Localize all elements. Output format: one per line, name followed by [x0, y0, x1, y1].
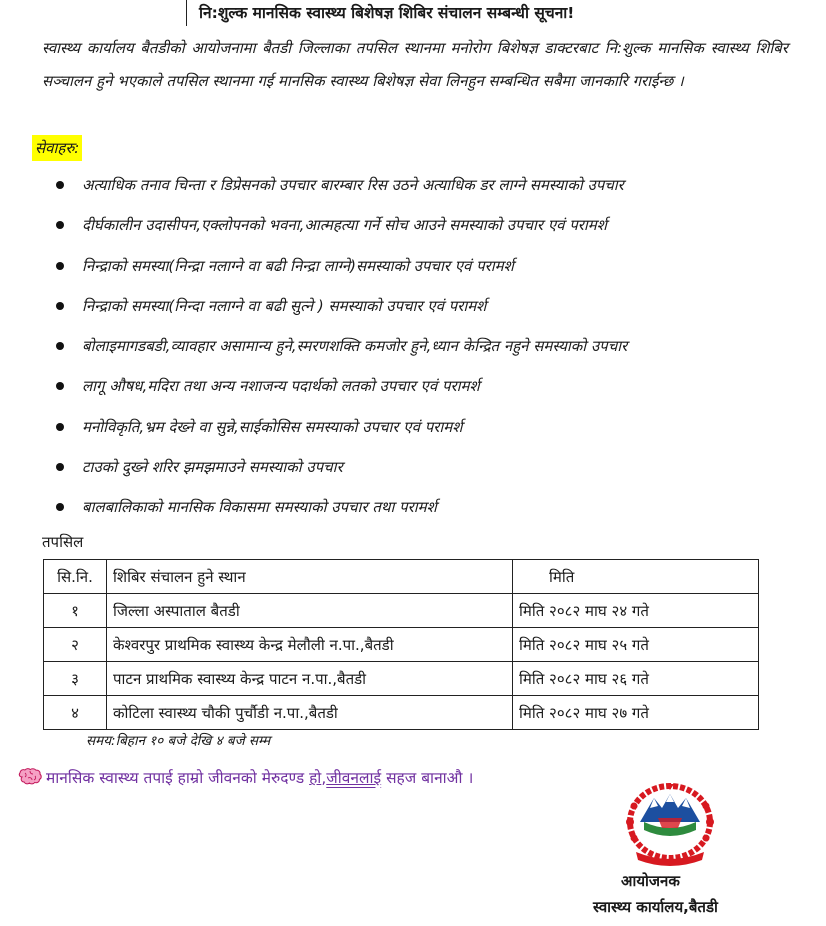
bullet-icon — [56, 302, 64, 310]
bullet-icon — [56, 463, 64, 471]
slogan-text-2: हो — [309, 769, 322, 787]
services-heading: सेवाहरु: — [32, 135, 82, 161]
organizer-label: आयोजनक — [621, 872, 680, 890]
slogan-text-1: मानसिक स्वास्थ्य तपाई हाम्रो जीवनको मेरुदण्ड — [46, 769, 310, 787]
notice-title: नि:शुल्क मानसिक स्वास्थ्य बिशेषज्ञ शिबिर संचालन सम्बन्धी सूचना! — [186, 0, 574, 26]
bullet-icon — [56, 181, 64, 189]
bullet-icon — [56, 342, 64, 350]
bullet-icon — [56, 503, 64, 511]
organizer-name: स्वास्थ्य कार्यालय,बैतडी — [593, 898, 718, 916]
bullet-icon — [56, 221, 64, 229]
service-item: टाउको दुख्ने शरिर झमझमाउने समस्याको उपचार — [50, 454, 810, 494]
table-row — [44, 628, 759, 662]
row-date: मिति २०८२ माघ २७ गते — [513, 696, 759, 730]
row-place: कोटिला स्वास्थ्य चौकी पुर्चौडी न.पा.,बैतडी — [107, 696, 513, 730]
slogan-text-4: जीवनलाई — [326, 769, 382, 787]
schedule-time: समय:बिहान १० बजे देखि ४ बजे सम्म — [86, 733, 271, 749]
table-header-row — [44, 560, 759, 594]
row-date: मिति २०८२ माघ २६ गते — [513, 662, 759, 696]
slogan-text-3: , — [321, 769, 327, 787]
services-list — [50, 172, 810, 535]
row-serial: ३ — [44, 662, 107, 696]
service-item: दीर्घकालीन उदासीपन,एक्लोपनको भवना,आत्महत्या गर्ने सोच आउने समस्याको उपचार एवं परामर्श — [50, 212, 810, 252]
header-place: शिबिर संचालन हुने स्थान — [107, 560, 513, 594]
brain-icon — [18, 768, 42, 786]
nepal-emblem-icon — [618, 782, 722, 868]
row-place: पाटन प्राथमिक स्वास्थ्य केन्द्र पाटन न.पा.,बैतडी — [107, 662, 513, 696]
row-serial: ४ — [44, 696, 107, 730]
schedule-label: तपसिल — [42, 533, 84, 551]
header-date: मिति — [513, 560, 759, 594]
row-place: केश्वरपुर प्राथमिक स्वास्थ्य केन्द्र मेलौली न.पा.,बैतडी — [107, 628, 513, 662]
row-serial: २ — [44, 628, 107, 662]
bullet-icon — [56, 423, 64, 431]
slogan — [18, 765, 473, 791]
service-item: बोलाइमागडबडी,व्यावहार असामान्य हुने,स्मरणशक्ति कमजोर हुने,ध्यान केन्द्रित नहुने समस्याको उपचार — [50, 333, 810, 373]
service-item: निन्द्राको समस्या(निन्द्रा नलाग्ने वा बढी निन्द्रा लाग्ने)समस्याको उपचार एवं परामर्श — [50, 253, 810, 293]
row-date: मिति २०८२ माघ २४ गते — [513, 594, 759, 628]
slogan-text-5: सहज बानाऔ । — [381, 769, 474, 787]
service-item: निन्द्राको समस्या(निन्दा नलाग्ने वा बढी सुत्ने ) समस्याको उपचार एवं परामर्श — [50, 293, 810, 333]
row-date: मिति २०८२ माघ २५ गते — [513, 628, 759, 662]
table-row — [44, 662, 759, 696]
table-row — [44, 594, 759, 628]
schedule-table — [43, 559, 759, 730]
service-item: अत्याधिक तनाव चिन्ता र डिप्रेसनको उपचार बारम्बार रिस उठने अत्याधिक डर लाग्ने समस्याको उपचार — [50, 172, 810, 212]
row-place: जिल्ला अस्पाताल बैतडी — [107, 594, 513, 628]
service-item: लागू औषध,मदिरा तथा अन्य नशाजन्य पदार्थको लतको उपचार एवं परामर्श — [50, 373, 810, 413]
service-item: बालबालिकाको मानसिक विकासमा समस्याको उपचार तथा परामर्श — [50, 494, 810, 534]
notice-intro: स्वास्थ्य कार्यालय बैतडीको आयोजनामा बैतडी जिल्लाका तपसिल स्थानमा मनोरोग बिशेषज्ञ डाक्टरबाट नि:शुल्क मानसिक स्वास्थ्य शिबिर सञ्चालन हुने भएकाले तपसिल स्थानमा गई मानसिक स्वास्थ्य बिशेषज्ञ सेवा लिनहुन सम्बन्धित सबैमा जानकारि गराईन्छ । — [42, 39, 788, 90]
bullet-icon — [56, 262, 64, 270]
service-item: मनोविकृति,भ्रम देख्ने वा सुन्ने,साईकोसिस समस्याको उपचार एवं परामर्श — [50, 414, 810, 454]
bullet-icon — [56, 382, 64, 390]
header-serial: सि.नि. — [44, 560, 107, 594]
table-row — [44, 696, 759, 730]
row-serial: १ — [44, 594, 107, 628]
